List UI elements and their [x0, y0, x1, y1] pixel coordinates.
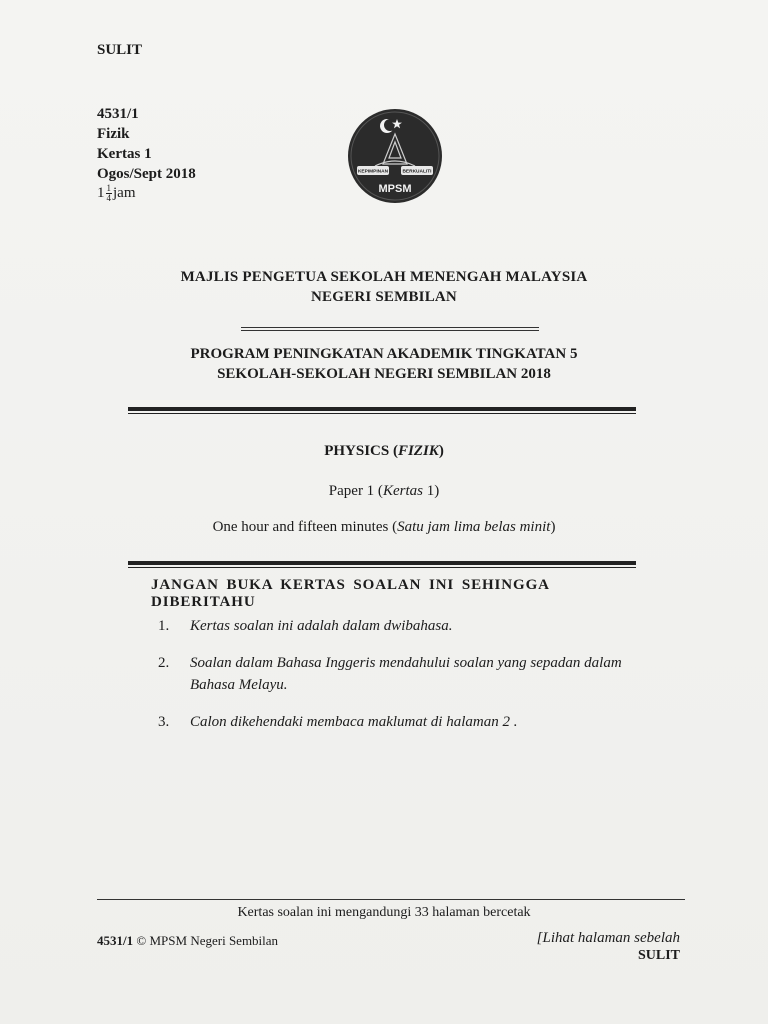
subject-title: PHYSICS (FIZIK): [324, 443, 444, 459]
logo-name: MPSM: [378, 183, 412, 195]
paper-duration: [97, 184, 136, 203]
program-heading: [0, 344, 768, 384]
paper-code: 4531/1: [97, 106, 139, 122]
duration-fraction: [106, 184, 113, 203]
paper-meta: [97, 104, 196, 184]
instruction-text: Calon dikehendaki membaca maklumat di halaman 2 .: [190, 714, 518, 730]
thick-rule-lower: [128, 561, 636, 568]
council-heading: [0, 267, 768, 307]
logo-left-banner: KEPIMPINAN: [357, 169, 389, 175]
thick-rule-upper: [128, 407, 636, 414]
instruction-number: 2.: [158, 655, 170, 671]
duration-whole: 1: [97, 184, 105, 201]
council-line-2: NEGERI SEMBILAN: [311, 289, 457, 305]
page-count-note: Kertas soalan ini mengandungi 33 halaman bercetak: [237, 905, 531, 920]
footer-rule: [97, 899, 685, 900]
footer-copyright: [97, 933, 278, 949]
do-not-open-warning: JANGAN BUKA KERTAS SOALAN INI SEHINGGA DIBERITAHU: [151, 577, 550, 610]
mpsm-logo: [347, 108, 443, 204]
classification-top: SULIT: [97, 42, 143, 58]
footer-code: 4531/1: [97, 933, 134, 948]
short-double-rule: [241, 327, 539, 331]
time-allowed: One hour and fifteen minutes (Satu jam lima belas minit): [212, 519, 556, 535]
instruction-number: 1.: [158, 618, 170, 634]
council-line-1: MAJLIS PENGETUA SEKOLAH MENENGAH MALAYSIA: [180, 269, 588, 285]
instruction-number: 3.: [158, 714, 170, 730]
duration-numerator: 1: [106, 183, 111, 193]
next-page-note: [Lihat halaman sebelah: [536, 930, 680, 946]
duration-denominator: 4: [106, 193, 111, 203]
instruction-text: Kertas soalan ini adalah dalam dwibahasa.: [190, 618, 453, 634]
exam-session: Ogos/Sept 2018: [97, 166, 196, 182]
paper-short: Kertas 1: [97, 146, 152, 162]
classification-bottom: SULIT: [637, 948, 680, 963]
subject-short: Fizik: [97, 126, 130, 142]
duration-unit: jam: [113, 184, 136, 201]
logo-right-banner: BERKUALITI: [402, 169, 432, 175]
program-line-1: PROGRAM PENINGKATAN AKADEMIK TINGKATAN 5: [190, 346, 578, 362]
paper-title: Paper 1 (Kertas 1): [328, 483, 440, 499]
copyright-text: © MPSM Negeri Sembilan: [136, 933, 279, 948]
instruction-text: Soalan dalam Bahasa Inggeris mendahului soalan yang sepadan dalam Bahasa Melayu.: [190, 655, 622, 693]
program-line-2: SEKOLAH-SEKOLAH NEGERI SEMBILAN 2018: [217, 366, 551, 382]
